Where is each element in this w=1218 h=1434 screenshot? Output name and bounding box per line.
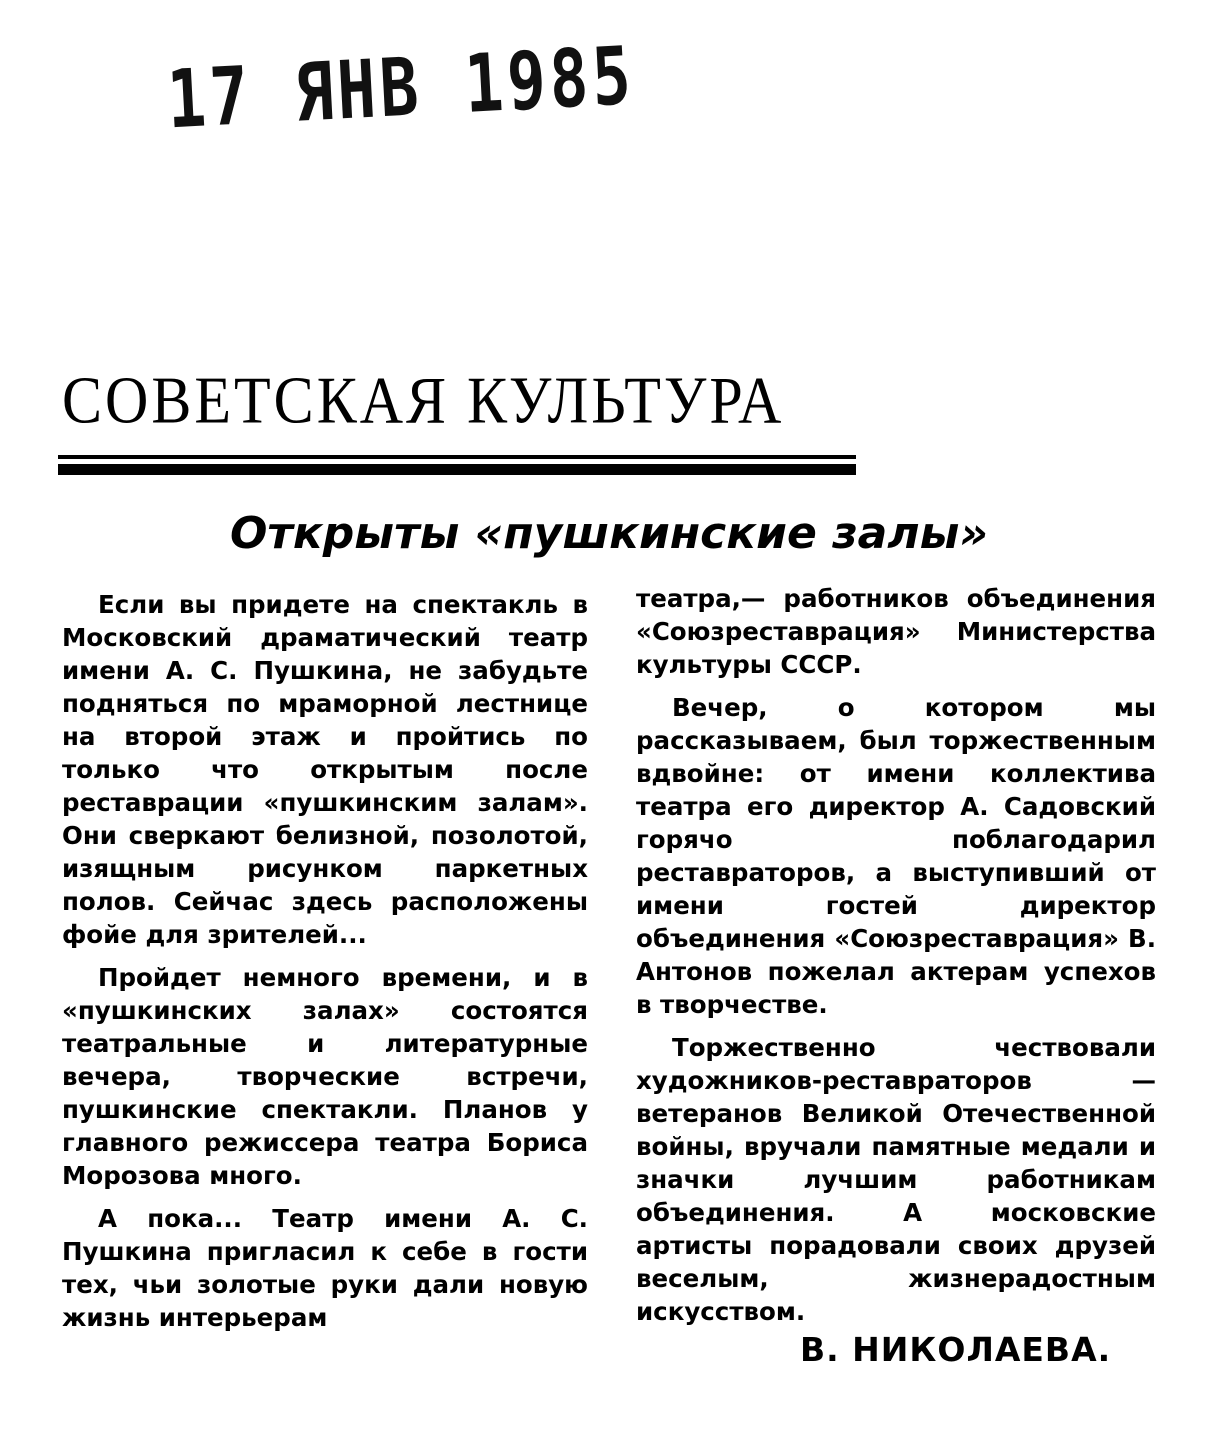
article-headline: Открыты «пушкинские залы» — [230, 508, 988, 559]
masthead-rule-thick — [58, 464, 856, 475]
paragraph-continuation: театра,— работников объединения «Союзреставрация» Министерства культуры СССР. — [636, 584, 1156, 679]
article-column-left — [62, 588, 588, 1344]
article-column-right — [636, 582, 1156, 1338]
paragraph: Если вы придете на спектакль в Московский драматический театр имени А. С. Пушкина, не забудьте подняться по мраморной лестнице на второй этаж и пройтись по только что открытым после реставрации «пушкинским залам». Они сверкают белизной, позолотой, изящным рисунком паркетных полов. Сейчас здесь расположены фойе для зрителей... — [62, 590, 588, 949]
author-signature: В. НИКОЛАЕВА. — [800, 1330, 1112, 1369]
paragraph: Пройдет немного времени, и в «пушкинских залах» состоятся театральные и литературные вечера, творческие встречи, пушкинские спектакли. Планов у главного режиссера театра Бориса Морозова много. — [62, 963, 588, 1190]
date-stamp: 17 ЯНВ 1985 — [165, 30, 638, 148]
masthead-rule-thin — [58, 455, 856, 459]
paragraph: А пока... Театр имени А. С. Пушкина пригласил к себе в гости тех, чьи золотые руки дали новую жизнь интерьерам — [62, 1204, 588, 1332]
paragraph: Вечер, о котором мы рассказываем, был торжественным вдвойне: от имени коллектива театра его директор А. Садовский горячо поблагодарил реставраторов, а выступивший от имени гостей директор объединения «Союзреставрация» В. Антонов пожелал актерам успехов в творчестве. — [636, 693, 1156, 1019]
newspaper-title: СОВЕТСКАЯ КУЛЬТУРА — [62, 363, 785, 438]
paragraph: Торжественно чествовали художников-реставраторов — ветеранов Великой Отечественной войны, вручали памятные медали и значки лучшим работникам объединения. А московские артисты порадовали своих друзей веселым, жизнерадостным искусством. — [636, 1033, 1156, 1326]
